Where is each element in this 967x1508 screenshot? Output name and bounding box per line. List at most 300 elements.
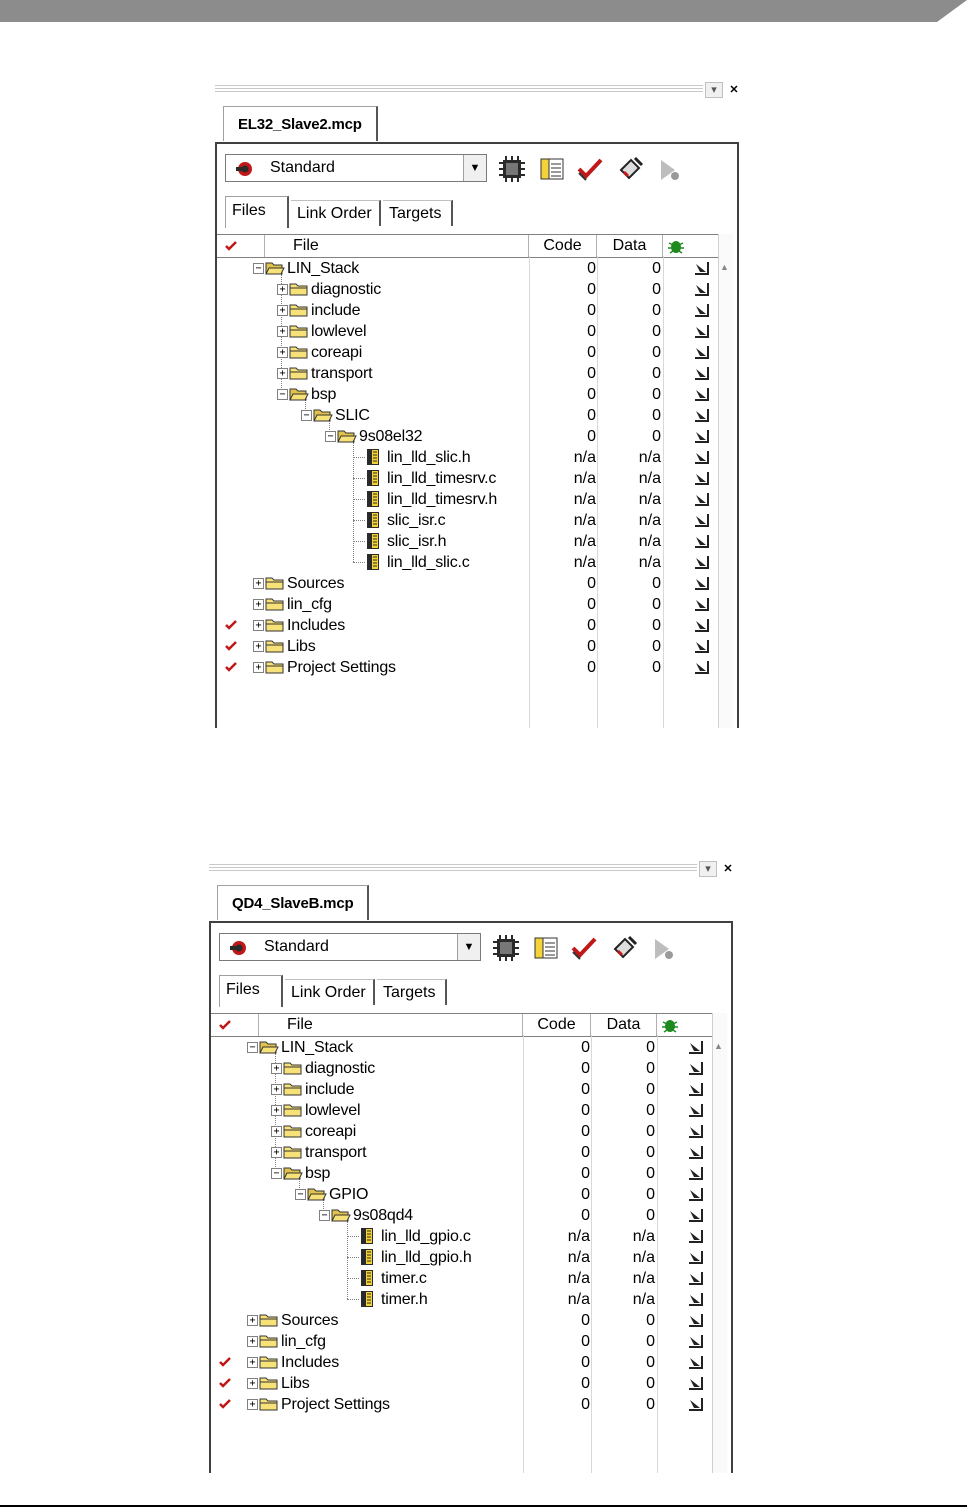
data-size: n/a bbox=[638, 533, 661, 550]
item-name: diagnostic bbox=[311, 281, 382, 298]
folder-row[interactable] bbox=[217, 300, 717, 321]
file-row[interactable] bbox=[217, 531, 717, 552]
folder-row[interactable] bbox=[211, 1121, 711, 1142]
folder-row[interactable] bbox=[211, 1205, 711, 1226]
file-list-icon[interactable] bbox=[537, 154, 567, 184]
target-marker-icon[interactable] bbox=[695, 430, 709, 443]
collapse-icon[interactable]: − bbox=[325, 431, 336, 442]
column-file[interactable]: File bbox=[265, 235, 529, 257]
code-size: 0 bbox=[587, 281, 596, 298]
folder-row[interactable] bbox=[211, 1310, 711, 1331]
data-size: n/a bbox=[638, 470, 661, 487]
data-size: 0 bbox=[652, 323, 661, 340]
target-marker-icon[interactable] bbox=[689, 1335, 703, 1348]
folder-icon bbox=[283, 1060, 303, 1076]
target-marker-icon[interactable] bbox=[695, 535, 709, 548]
item-name: lin_lld_timesrv.c bbox=[387, 470, 497, 487]
folder-icon bbox=[289, 323, 309, 339]
collapse-icon[interactable]: − bbox=[277, 389, 288, 400]
dropdown-arrow-icon[interactable]: ▼ bbox=[457, 934, 480, 960]
tab-targets[interactable] bbox=[377, 979, 447, 1005]
target-marker-icon[interactable] bbox=[689, 1104, 703, 1117]
item-name: 9s08qd4 bbox=[353, 1207, 413, 1224]
collapse-icon[interactable]: − bbox=[295, 1189, 306, 1200]
expand-icon[interactable]: + bbox=[253, 599, 264, 610]
folder-row[interactable] bbox=[217, 405, 717, 426]
folder-icon bbox=[259, 1354, 279, 1370]
target-marker-icon[interactable] bbox=[689, 1209, 703, 1222]
target-marker-icon[interactable] bbox=[689, 1125, 703, 1138]
folder-row[interactable] bbox=[211, 1037, 711, 1058]
target-marker-icon[interactable] bbox=[695, 514, 709, 527]
item-name: Sources bbox=[281, 1312, 339, 1329]
target-marker-icon[interactable] bbox=[689, 1083, 703, 1096]
folder-row[interactable] bbox=[217, 363, 717, 384]
item-name: Includes bbox=[287, 617, 345, 634]
column-data[interactable]: Data bbox=[591, 1014, 657, 1036]
target-marker-icon[interactable] bbox=[689, 1167, 703, 1180]
file-row[interactable] bbox=[217, 468, 717, 489]
target-marker-icon[interactable] bbox=[695, 493, 709, 506]
file-row[interactable] bbox=[217, 510, 717, 531]
file-row[interactable] bbox=[211, 1226, 711, 1247]
tab-targets-label: Targets bbox=[389, 205, 442, 222]
code-size: 0 bbox=[587, 302, 596, 319]
folder-icon bbox=[289, 365, 309, 381]
data-size: 0 bbox=[652, 617, 661, 634]
data-size: n/a bbox=[632, 1228, 655, 1245]
file-list bbox=[217, 234, 733, 728]
folder-row[interactable] bbox=[217, 615, 717, 636]
collapse-icon[interactable]: − bbox=[271, 1168, 282, 1179]
folder-row[interactable] bbox=[211, 1058, 711, 1079]
target-select-value: Standard bbox=[270, 159, 335, 176]
data-size: 0 bbox=[652, 638, 661, 655]
data-size: n/a bbox=[638, 491, 661, 508]
target-marker-icon[interactable] bbox=[689, 1293, 703, 1306]
minimize-icon[interactable]: ▾ bbox=[705, 82, 723, 98]
window-titlebar[interactable] bbox=[215, 82, 745, 100]
code-size: 0 bbox=[581, 1102, 590, 1119]
item-name: lin_cfg bbox=[281, 1333, 326, 1350]
code-size: 0 bbox=[581, 1123, 590, 1140]
tab-files[interactable] bbox=[225, 196, 289, 228]
item-name: Includes bbox=[281, 1354, 339, 1371]
open-folder-icon bbox=[313, 407, 333, 423]
folder-row[interactable] bbox=[217, 657, 717, 678]
code-size: 0 bbox=[581, 1081, 590, 1098]
folder-icon bbox=[265, 659, 285, 675]
code-size: 0 bbox=[587, 323, 596, 340]
expand-icon[interactable]: + bbox=[253, 641, 264, 652]
item-name: LIN_Stack bbox=[287, 260, 360, 277]
folder-row[interactable] bbox=[211, 1079, 711, 1100]
expand-icon[interactable]: + bbox=[247, 1336, 258, 1347]
bug-icon bbox=[661, 1016, 679, 1034]
check-icon[interactable] bbox=[219, 1399, 231, 1409]
brush-icon[interactable] bbox=[615, 154, 645, 184]
code-size: 0 bbox=[587, 407, 596, 424]
data-size: n/a bbox=[632, 1270, 655, 1287]
expand-icon[interactable]: + bbox=[253, 662, 264, 673]
expand-icon[interactable]: + bbox=[247, 1357, 258, 1368]
collapse-icon[interactable]: − bbox=[253, 263, 264, 274]
source-file-icon bbox=[365, 511, 381, 529]
target-marker-icon[interactable] bbox=[695, 409, 709, 422]
target-marker-icon[interactable] bbox=[689, 1398, 703, 1411]
item-name: timer.c bbox=[381, 1270, 427, 1287]
target-marker-icon[interactable] bbox=[695, 346, 709, 359]
minimize-icon[interactable]: ▾ bbox=[699, 861, 717, 877]
folder-row[interactable] bbox=[217, 321, 717, 342]
data-size: 0 bbox=[646, 1333, 655, 1350]
code-size: 0 bbox=[587, 659, 596, 676]
folder-icon bbox=[265, 596, 285, 612]
tab-targets[interactable] bbox=[383, 200, 453, 226]
check-icon[interactable] bbox=[225, 641, 237, 651]
target-marker-icon[interactable] bbox=[695, 388, 709, 401]
data-size: n/a bbox=[638, 554, 661, 571]
code-size: 0 bbox=[587, 344, 596, 361]
folder-row[interactable] bbox=[217, 573, 717, 594]
source-file-icon bbox=[365, 532, 381, 550]
code-size: 0 bbox=[587, 638, 596, 655]
code-size: n/a bbox=[567, 1228, 590, 1245]
code-size: 0 bbox=[581, 1144, 590, 1161]
item-name: transport bbox=[311, 365, 373, 382]
item-name: Sources bbox=[287, 575, 345, 592]
item-name: timer.h bbox=[381, 1291, 428, 1308]
chip-icon[interactable] bbox=[497, 154, 527, 184]
item-name: GPIO bbox=[329, 1186, 369, 1203]
folder-icon bbox=[259, 1333, 279, 1349]
debug-arrow-icon[interactable] bbox=[647, 933, 677, 963]
file-row[interactable] bbox=[211, 1247, 711, 1268]
item-name: Libs bbox=[287, 638, 316, 655]
data-size: n/a bbox=[638, 449, 661, 466]
source-file-icon bbox=[365, 448, 381, 466]
tab-targets-label: Targets bbox=[383, 984, 436, 1001]
expand-icon[interactable]: + bbox=[253, 578, 264, 589]
code-size: n/a bbox=[573, 491, 596, 508]
page-bottom-rule bbox=[0, 1505, 967, 1507]
item-name: lin_lld_timesrv.h bbox=[387, 491, 498, 508]
item-name: SLIC bbox=[335, 407, 370, 424]
expand-icon[interactable]: + bbox=[277, 326, 288, 337]
code-size: 0 bbox=[581, 1186, 590, 1203]
page-banner bbox=[0, 0, 967, 22]
column-code[interactable]: Code bbox=[523, 1014, 591, 1036]
folder-row[interactable] bbox=[211, 1352, 711, 1373]
folder-icon bbox=[265, 617, 285, 633]
source-file-icon bbox=[359, 1227, 375, 1245]
column-header bbox=[217, 234, 733, 258]
folder-row[interactable] bbox=[211, 1394, 711, 1415]
folder-icon bbox=[259, 1375, 279, 1391]
expand-icon[interactable]: + bbox=[277, 305, 288, 316]
tab-link-order[interactable] bbox=[285, 979, 375, 1005]
data-size: 0 bbox=[652, 260, 661, 277]
file-row[interactable] bbox=[217, 552, 717, 573]
folder-icon bbox=[259, 1396, 279, 1412]
folder-icon bbox=[283, 1102, 303, 1118]
data-size: 0 bbox=[646, 1186, 655, 1203]
target-marker-icon[interactable] bbox=[695, 472, 709, 485]
column-code[interactable]: Code bbox=[529, 235, 597, 257]
target-marker-icon[interactable] bbox=[689, 1230, 703, 1243]
target-marker-icon[interactable] bbox=[689, 1188, 703, 1201]
code-size: 0 bbox=[587, 596, 596, 613]
check-icon[interactable] bbox=[225, 620, 237, 630]
open-folder-icon bbox=[289, 386, 309, 402]
item-name: slic_isr.h bbox=[387, 533, 447, 550]
data-size: 0 bbox=[652, 575, 661, 592]
column-file[interactable]: File bbox=[259, 1014, 523, 1036]
code-size: 0 bbox=[581, 1375, 590, 1392]
data-size: 0 bbox=[652, 344, 661, 361]
item-name: lin_cfg bbox=[287, 596, 332, 613]
expand-icon[interactable]: + bbox=[271, 1063, 282, 1074]
code-size: n/a bbox=[573, 512, 596, 529]
item-name: lin_lld_slic.h bbox=[387, 449, 471, 466]
source-file-icon bbox=[359, 1248, 375, 1266]
check-icon bbox=[219, 1020, 231, 1030]
expand-icon[interactable]: + bbox=[271, 1147, 282, 1158]
open-folder-icon bbox=[265, 260, 285, 276]
item-name: coreapi bbox=[305, 1123, 357, 1140]
item-name: Project Settings bbox=[281, 1396, 390, 1413]
code-size: 0 bbox=[581, 1396, 590, 1413]
column-debug[interactable] bbox=[663, 235, 717, 257]
target-select[interactable] bbox=[225, 154, 487, 182]
project-tab[interactable] bbox=[217, 885, 369, 920]
tab-files-label: Files bbox=[232, 202, 266, 219]
file-row[interactable] bbox=[217, 489, 717, 510]
folder-icon bbox=[283, 1123, 303, 1139]
code-size: 0 bbox=[581, 1207, 590, 1224]
target-marker-icon[interactable] bbox=[689, 1041, 703, 1054]
item-name: bsp bbox=[311, 386, 337, 403]
column-debug[interactable] bbox=[657, 1014, 711, 1036]
brush-icon[interactable] bbox=[609, 933, 639, 963]
folder-row[interactable] bbox=[217, 258, 717, 279]
close-icon[interactable]: ✕ bbox=[719, 861, 737, 877]
target-marker-icon[interactable] bbox=[695, 451, 709, 464]
check-icon[interactable] bbox=[219, 1357, 231, 1367]
collapse-icon[interactable]: − bbox=[247, 1042, 258, 1053]
vertical-scrollbar[interactable] bbox=[712, 1013, 727, 1473]
expand-icon[interactable]: + bbox=[247, 1399, 258, 1410]
code-size: n/a bbox=[567, 1270, 590, 1287]
vertical-scrollbar[interactable] bbox=[718, 234, 733, 728]
collapse-icon[interactable]: − bbox=[301, 410, 312, 421]
expand-icon[interactable]: + bbox=[271, 1126, 282, 1137]
data-size: 0 bbox=[646, 1144, 655, 1161]
tab-link-order[interactable] bbox=[291, 200, 381, 226]
code-size: n/a bbox=[573, 449, 596, 466]
scroll-up-icon[interactable]: ▲ bbox=[720, 262, 729, 272]
item-name: lowlevel bbox=[311, 323, 367, 340]
code-size: 0 bbox=[587, 386, 596, 403]
data-size: 0 bbox=[652, 281, 661, 298]
target-marker-icon[interactable] bbox=[695, 640, 709, 653]
folder-icon bbox=[289, 302, 309, 318]
data-size: 0 bbox=[652, 302, 661, 319]
expand-icon[interactable]: + bbox=[247, 1315, 258, 1326]
data-size: 0 bbox=[646, 1060, 655, 1077]
collapse-icon[interactable]: − bbox=[319, 1210, 330, 1221]
item-name: coreapi bbox=[311, 344, 363, 361]
debug-arrow-icon[interactable] bbox=[653, 154, 683, 184]
folder-row[interactable] bbox=[217, 384, 717, 405]
expand-icon[interactable]: + bbox=[277, 368, 288, 379]
code-size: 0 bbox=[581, 1060, 590, 1077]
check-icon[interactable] bbox=[575, 154, 605, 184]
data-size: 0 bbox=[646, 1165, 655, 1182]
item-name: lowlevel bbox=[305, 1102, 361, 1119]
target-marker-icon[interactable] bbox=[689, 1356, 703, 1369]
dropdown-arrow-icon[interactable]: ▼ bbox=[463, 155, 486, 181]
expand-icon[interactable]: + bbox=[271, 1084, 282, 1095]
project-tab[interactable] bbox=[223, 106, 378, 141]
data-size: 0 bbox=[652, 407, 661, 424]
expand-icon[interactable]: + bbox=[271, 1105, 282, 1116]
item-name: transport bbox=[305, 1144, 367, 1161]
folder-icon bbox=[265, 575, 285, 591]
project-frame bbox=[215, 142, 739, 728]
data-size: 0 bbox=[646, 1354, 655, 1371]
check-icon bbox=[225, 241, 237, 251]
item-name: diagnostic bbox=[305, 1060, 376, 1077]
tab-link-order-label: Link Order bbox=[291, 984, 366, 1001]
file-row[interactable] bbox=[217, 447, 717, 468]
code-size: 0 bbox=[587, 617, 596, 634]
check-icon[interactable] bbox=[219, 1378, 231, 1388]
target-settings-icon bbox=[235, 160, 253, 178]
column-check[interactable] bbox=[217, 235, 265, 257]
target-marker-icon[interactable] bbox=[689, 1314, 703, 1327]
target-marker-icon[interactable] bbox=[695, 283, 709, 296]
target-marker-icon[interactable] bbox=[689, 1272, 703, 1285]
file-row[interactable] bbox=[211, 1268, 711, 1289]
folder-row[interactable] bbox=[217, 636, 717, 657]
code-size: n/a bbox=[567, 1249, 590, 1266]
target-marker-icon[interactable] bbox=[695, 577, 709, 590]
project-window-qd4 bbox=[203, 857, 743, 1473]
target-marker-icon[interactable] bbox=[689, 1062, 703, 1075]
folder-row[interactable] bbox=[211, 1373, 711, 1394]
target-marker-icon[interactable] bbox=[689, 1377, 703, 1390]
folder-row[interactable] bbox=[211, 1184, 711, 1205]
code-size: n/a bbox=[573, 470, 596, 487]
target-settings-icon bbox=[229, 939, 247, 957]
expand-icon[interactable]: + bbox=[277, 284, 288, 295]
folder-row[interactable] bbox=[217, 594, 717, 615]
item-name: slic_isr.c bbox=[387, 512, 446, 529]
data-size: 0 bbox=[646, 1396, 655, 1413]
code-size: 0 bbox=[581, 1039, 590, 1056]
code-size: 0 bbox=[587, 575, 596, 592]
folder-icon bbox=[283, 1081, 303, 1097]
code-size: n/a bbox=[567, 1291, 590, 1308]
check-icon[interactable] bbox=[569, 933, 599, 963]
source-file-icon bbox=[365, 469, 381, 487]
column-check[interactable] bbox=[211, 1014, 259, 1036]
folder-row[interactable] bbox=[217, 279, 717, 300]
folder-row[interactable] bbox=[217, 342, 717, 363]
file-list bbox=[211, 1013, 727, 1473]
file-list-icon[interactable] bbox=[531, 933, 561, 963]
code-size: 0 bbox=[581, 1165, 590, 1182]
project-frame bbox=[209, 921, 733, 1473]
target-marker-icon[interactable] bbox=[689, 1146, 703, 1159]
data-size: n/a bbox=[638, 512, 661, 529]
target-marker-icon[interactable] bbox=[695, 556, 709, 569]
column-data[interactable]: Data bbox=[597, 235, 663, 257]
folder-row[interactable] bbox=[211, 1163, 711, 1184]
item-name: bsp bbox=[305, 1165, 331, 1182]
target-marker-icon[interactable] bbox=[695, 325, 709, 338]
folder-row[interactable] bbox=[211, 1100, 711, 1121]
expand-icon[interactable]: + bbox=[253, 620, 264, 631]
data-size: 0 bbox=[652, 428, 661, 445]
data-size: n/a bbox=[632, 1249, 655, 1266]
folder-row[interactable] bbox=[211, 1331, 711, 1352]
project-window-el32 bbox=[209, 78, 749, 728]
source-file-icon bbox=[359, 1269, 375, 1287]
tab-files[interactable] bbox=[219, 975, 283, 1007]
column-header bbox=[211, 1013, 727, 1037]
window-titlebar[interactable] bbox=[209, 861, 739, 879]
target-marker-icon[interactable] bbox=[695, 661, 709, 674]
check-icon[interactable] bbox=[225, 662, 237, 672]
folder-row[interactable] bbox=[211, 1142, 711, 1163]
scroll-up-icon[interactable]: ▲ bbox=[714, 1041, 723, 1051]
data-size: 0 bbox=[652, 386, 661, 403]
open-folder-icon bbox=[283, 1165, 303, 1181]
code-size: 0 bbox=[581, 1312, 590, 1329]
target-select[interactable] bbox=[219, 933, 481, 961]
item-name: LIN_Stack bbox=[281, 1039, 354, 1056]
source-file-icon bbox=[359, 1290, 375, 1308]
target-marker-icon[interactable] bbox=[689, 1251, 703, 1264]
item-name: Project Settings bbox=[287, 659, 396, 676]
open-folder-icon bbox=[337, 428, 357, 444]
target-marker-icon[interactable] bbox=[695, 619, 709, 632]
project-tab-label: EL32_Slave2.mcp bbox=[238, 116, 362, 133]
folder-row[interactable] bbox=[217, 426, 717, 447]
target-marker-icon[interactable] bbox=[695, 367, 709, 380]
expand-icon[interactable]: + bbox=[247, 1378, 258, 1389]
target-marker-icon[interactable] bbox=[695, 304, 709, 317]
data-size: n/a bbox=[632, 1291, 655, 1308]
chip-icon[interactable] bbox=[491, 933, 521, 963]
target-select-value: Standard bbox=[264, 938, 329, 955]
item-name: Libs bbox=[281, 1375, 310, 1392]
code-size: n/a bbox=[573, 554, 596, 571]
folder-icon bbox=[259, 1312, 279, 1328]
item-name: lin_lld_gpio.h bbox=[381, 1249, 472, 1266]
expand-icon[interactable]: + bbox=[277, 347, 288, 358]
file-row[interactable] bbox=[211, 1289, 711, 1310]
close-icon[interactable]: ✕ bbox=[725, 82, 743, 98]
open-folder-icon bbox=[307, 1186, 327, 1202]
data-size: 0 bbox=[646, 1207, 655, 1224]
code-size: 0 bbox=[587, 365, 596, 382]
target-marker-icon[interactable] bbox=[695, 598, 709, 611]
data-size: 0 bbox=[646, 1375, 655, 1392]
target-marker-icon[interactable] bbox=[695, 262, 709, 275]
